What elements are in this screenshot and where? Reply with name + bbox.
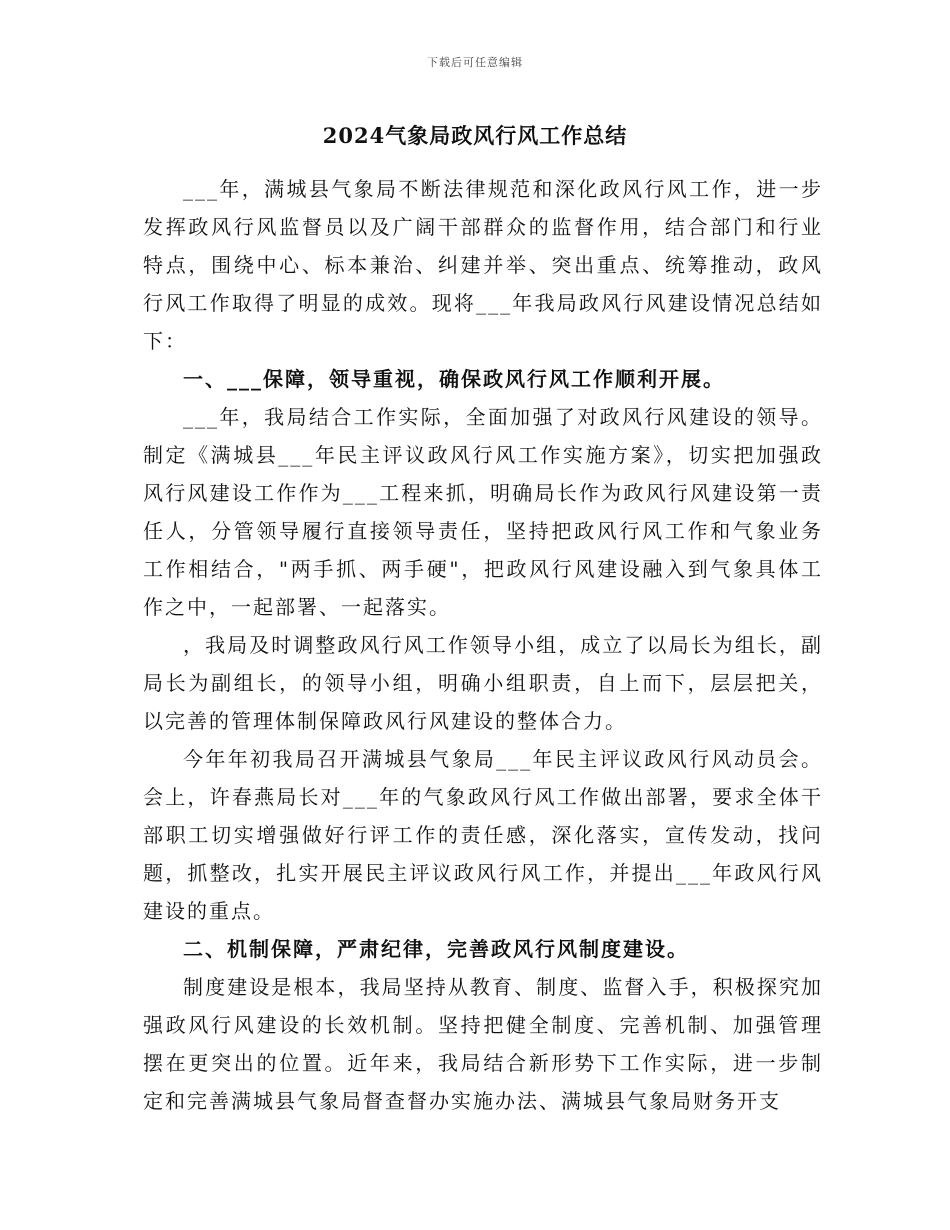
section-heading-2: 二、机制保障，严肃纪律，完善政风行风制度建设。 [183,937,689,961]
intro-paragraph: ___年，满城县气象局不断法律规范和深化政风行风工作，进一步发挥政风行风监督员以及广阔干部群众的监督作用，结合部门和行业特点，围绕中心、标本兼治、纠建并举、突出重点、统筹推动，政风行风工作取得了明显的成效。现将___年我局政风行风建设情况总结如下： [143,177,823,353]
document-title: 2024气象局政风行风工作总结 [322,123,628,148]
body-paragraph: ，我局及时调整政风行风工作领导小组，成立了以局长为组长，副局长为副组长，的领导小组，明确小组职责，自上而下，层层把关，以完善的管理体制保障政风行风建设的整体合力。 [143,633,823,733]
page-header-note: 下载后可任意编辑 [427,56,523,69]
document-body [143,170,823,1120]
section-heading-1: 一、___保障，领导重视，确保政风行风工作顺利开展。 [183,367,725,391]
body-paragraph: 制度建设是根本，我局坚持从教育、制度、监督入手，积极探究加强政风行风建设的长效机制。坚持把健全制度、完善机制、加强管理摆在更突出的位置。近年来，我局结合新形势下工作实际，进一步制定和完善满城县气象局督查督办实施办法、满城县气象局财务开支 [143,975,823,1113]
body-paragraph: 今年年初我局召开满城县气象局___年民主评议政风行风动员会。会上，许春燕局长对___年的气象政风行风工作做出部署，要求全体干部职工切实增强做好行评工作的责任感，深化落实，宣传发动，找问题，抓整改，扎实开展民主评议政风行风工作，并提出___年政风行风建设的重点。 [143,747,823,923]
body-paragraph: ___年，我局结合工作实际，全面加强了对政风行风建设的领导。制定《满城县___年民主评议政风行风工作实施方案》，切实把加强政风行风建设工作作为___工程来抓，明确局长作为政风行风建设第一责任人，分管领导履行直接领导责任，坚持把政风行风工作和气象业务工作相结合，"两手抓、两手硬"，把政风行风建设融入到气象具体工作之中，一起部署、一起落实。 [143,405,823,619]
